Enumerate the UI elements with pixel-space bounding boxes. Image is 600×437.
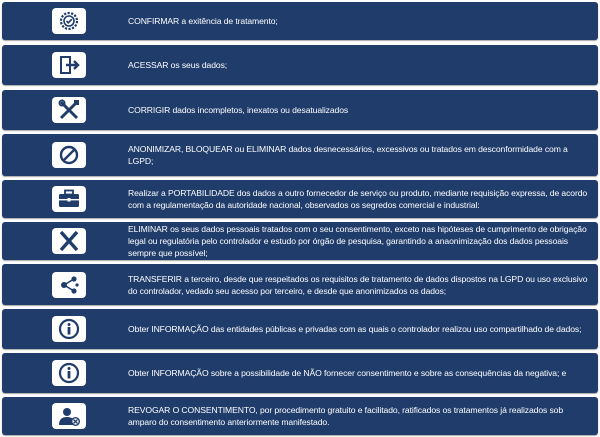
info-icon: [52, 316, 86, 342]
right-text: ACESSAR os seus dados;: [128, 60, 228, 70]
right-row-portability: [2, 180, 598, 218]
info-icon: [52, 360, 86, 386]
right-row-anonymize: [2, 134, 598, 176]
share-icon: [52, 272, 86, 298]
right-row-info-shared: [2, 309, 598, 349]
right-text: Obter INFORMAÇÃO das entidades públicas e privadas com as quais o controlador realizou uso compartilhado de dados;: [128, 324, 582, 334]
right-row-transfer: [2, 264, 598, 305]
right-row-info-consent: [2, 353, 598, 393]
tools-icon: [52, 97, 86, 123]
right-text: Obter INFORMAÇÃO sobre a possibilidade de NÃO fornecer consentimento e sobre as consequências da negativa; e: [128, 368, 567, 378]
access-door-icon: [52, 52, 86, 78]
delete-x-icon: [52, 228, 86, 254]
right-text: REVOGAR O CONSENTIMENTO, por procedimento gratuito e facilitado, ratificados os tratamentos já realizados sob amparo do consentimento anteriormente manifestado.: [128, 405, 564, 427]
right-text: CONFIRMAR a exitência de tratamento;: [128, 16, 278, 26]
right-text: ELIMINAR os seus dados pessoais tratados com o seu consentimento, exceto nas hipóteses de cumprimento de obrigação legal ou regulatória pelo controlador e estudo por órgão de pesquisa, garantindo a anaonimização dos dados pessoais sempre que possível;: [128, 224, 587, 258]
revoke-user-icon: [52, 403, 86, 429]
right-row-access: [2, 45, 598, 85]
right-row-confirm: [2, 2, 598, 40]
right-text: Realizar a PORTABILIDADE dos dados a outro fornecedor de serviço ou produto, mediante requisição expressa, de acordo com a regulamentação da autoridade nacional, observados os segredos comercial e industrial:: [128, 188, 588, 210]
right-text: CORRIGIR dados incompletos, inexatos ou desatualizados: [128, 105, 349, 115]
briefcase-icon: [52, 186, 86, 212]
right-row-correct: [2, 90, 598, 130]
right-row-eliminate: [2, 222, 598, 260]
right-text: TRANSFERIR a terceiro, desde que respeitados os requisitos de tratamento de dados dispostos na LGPD ou uso exclusivo do controlador, vedado seu acesso por terceiro, e desde que anonimizados os dados;: [128, 273, 588, 296]
right-text: ANONIMIZAR, BLOQUEAR ou ELIMINAR dados desnecessários, excessivos ou tratados em desconformidade com a LGPD;: [128, 144, 568, 166]
prohibited-icon: [52, 142, 86, 168]
right-row-revoke: [2, 397, 598, 435]
approval-seal-icon: [52, 8, 86, 34]
